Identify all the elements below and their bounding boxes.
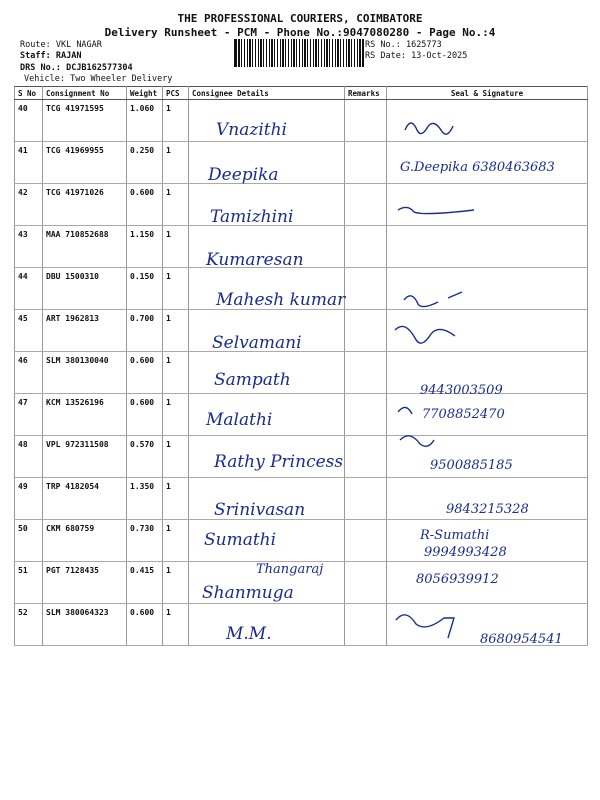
sno: 45: [15, 310, 43, 352]
drs-line: DRS No.: DCJB162577304: [20, 63, 133, 73]
sno: 48: [15, 436, 43, 478]
consignment-no: MAA 710852688: [43, 226, 127, 268]
sno: 41: [15, 142, 43, 184]
weight: 0.150: [127, 268, 163, 310]
handwritten-phone: 8056939912: [416, 572, 499, 587]
pcs: 1: [163, 310, 189, 352]
col-pcs: PCS: [163, 87, 189, 100]
pcs: 1: [163, 100, 189, 142]
signature-scribble: [398, 407, 412, 414]
pcs: 1: [163, 478, 189, 520]
runsheet-subtitle: Delivery Runsheet - PCM - Phone No.:9047080280 - Page No.:4: [104, 26, 496, 39]
sno: 52: [15, 604, 43, 646]
handwritten-name: Srinivasan: [214, 500, 306, 520]
weight: 0.415: [127, 562, 163, 604]
weight: 1.150: [127, 226, 163, 268]
handwritten-name: Sampath: [214, 370, 291, 390]
handwritten-name: Kumaresan: [206, 250, 304, 270]
pcs: 1: [163, 184, 189, 226]
col-signature: Seal & Signature: [387, 87, 588, 100]
signature-scribble: [398, 207, 474, 213]
sno: 46: [15, 352, 43, 394]
consignment-no: VPL 972311508: [43, 436, 127, 478]
pcs: 1: [163, 436, 189, 478]
sno: 51: [15, 562, 43, 604]
weight: 0.600: [127, 352, 163, 394]
rs-date-value: 13-Oct-2025: [411, 51, 468, 61]
weight: 0.600: [127, 394, 163, 436]
rs-no-value: 1625773: [405, 40, 442, 50]
pcs: 1: [163, 520, 189, 562]
handwritten-phone: G.Deepika 6380463683: [400, 160, 555, 175]
weight: 0.250: [127, 142, 163, 184]
handwritten-phone: 7708852470: [422, 407, 505, 422]
sno: 49: [15, 478, 43, 520]
handwritten-name: Selvamani: [212, 333, 302, 353]
consignment-no: SLM 380130040: [43, 352, 127, 394]
col-sno: S No: [15, 87, 43, 100]
consignment-no: PGT 7128435: [43, 562, 127, 604]
consignment-no: TCG 41969955: [43, 142, 127, 184]
staff-line: Staff: RAJAN: [20, 51, 82, 61]
staff-value: RAJAN: [55, 51, 82, 61]
weight: 0.700: [127, 310, 163, 352]
sno: 42: [15, 184, 43, 226]
weight: 0.570: [127, 436, 163, 478]
weight: 1.350: [127, 478, 163, 520]
consignment-no: KCM 13526196: [43, 394, 127, 436]
consignment-no: SLM 380064323: [43, 604, 127, 646]
weight: 0.730: [127, 520, 163, 562]
handwritten-name: Vnazithi: [216, 120, 287, 140]
handwritten-phone: 8680954541: [480, 632, 563, 647]
sno: 50: [15, 520, 43, 562]
consignment-no: TCG 41971026: [43, 184, 127, 226]
consignment-no: DBU 1500310: [43, 268, 127, 310]
weight: 0.600: [127, 604, 163, 646]
col-remarks: Remarks: [345, 87, 387, 100]
signature-scribble: [405, 123, 453, 134]
handwritten-name: Tamizhini: [210, 207, 294, 227]
route-value: VKL NAGAR: [55, 40, 102, 50]
sno: 47: [15, 394, 43, 436]
pcs: 1: [163, 562, 189, 604]
vehicle-value: Two Wheeler Delivery: [70, 74, 173, 84]
col-consignee: Consignee Details: [189, 87, 345, 100]
weight: 0.600: [127, 184, 163, 226]
pcs: 1: [163, 142, 189, 184]
signature-scribble: [404, 292, 462, 307]
handwritten-name: Mahesh kumar: [216, 290, 346, 310]
handwritten-phone: 9443003509: [420, 383, 503, 398]
consignment-no: ART 1962813: [43, 310, 127, 352]
handwritten-name: Thangaraj: [256, 562, 324, 577]
handwritten-phone: R-Sumathi: [420, 528, 490, 543]
weight: 1.060: [127, 100, 163, 142]
signature-scribble: [396, 615, 454, 638]
handwritten-name: Shanmuga: [202, 583, 294, 603]
col-weight: Weight: [127, 87, 163, 100]
consignment-no: CKM 680759: [43, 520, 127, 562]
sno: 43: [15, 226, 43, 268]
handwritten-name: Rathy Princess: [214, 452, 344, 472]
handwritten-phone: 9994993428: [424, 545, 507, 560]
handwritten-name: Deepika: [208, 165, 279, 185]
pcs: 1: [163, 268, 189, 310]
pcs: 1: [163, 352, 189, 394]
consignment-no: TCG 41971595: [43, 100, 127, 142]
vehicle-line: Vehicle: Two Wheeler Delivery: [24, 74, 173, 84]
handwritten-phone: 9843215328: [446, 502, 529, 517]
rs-info: RS No.: 1625773 RS Date: 13-Oct-2025: [365, 40, 468, 61]
handwritten-name: M.M.: [226, 624, 272, 644]
handwritten-name: Sumathi: [204, 530, 277, 550]
route-line: Route: VKL NAGAR: [20, 40, 102, 50]
handwritten-name: Malathi: [206, 410, 273, 430]
pcs: 1: [163, 604, 189, 646]
sno: 44: [15, 268, 43, 310]
pcs: 1: [163, 226, 189, 268]
company-title: THE PROFESSIONAL COURIERS, COIMBATORE: [177, 12, 423, 25]
sno: 40: [15, 100, 43, 142]
pcs: 1: [163, 394, 189, 436]
col-consignment: Consignment No: [43, 87, 127, 100]
handwritten-phone: 9500885185: [430, 458, 513, 473]
signature-scribble: [400, 436, 434, 446]
drs-value: DCJB162577304: [66, 63, 133, 73]
consignment-no: TRP 4182054: [43, 478, 127, 520]
signature-scribble: [395, 326, 455, 343]
